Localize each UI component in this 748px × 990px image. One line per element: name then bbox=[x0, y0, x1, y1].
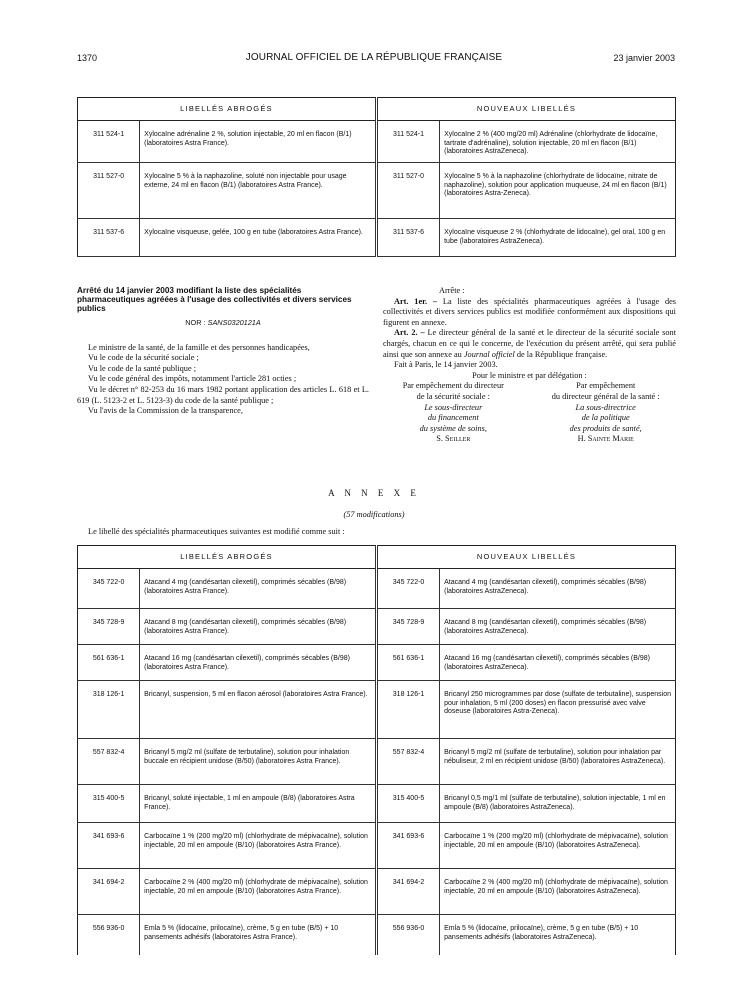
libelle-old: Bricanyl, soluté injectable, 1 ml en ampoule (B/8) (laboratoires Astra France). bbox=[140, 785, 377, 823]
signature-line: du directeur général de la santé : bbox=[551, 391, 660, 401]
visa-paragraph: Vu le code de la sécurité sociale ; bbox=[88, 353, 199, 363]
libelle-old: Bricanyl, suspension, 5 ml en flacon aérosol (laboratoires Astra France). bbox=[140, 681, 377, 739]
libelle-old: Carbocaïne 1 % (200 mg/20 ml) (chlorhydrate de mépivacaïne), solution injectable, 20 ml en ampoule (B/10) (laboratoires Astra France). bbox=[140, 823, 377, 869]
annexe-title: A N N E X E bbox=[328, 488, 420, 498]
table-row bbox=[78, 219, 676, 257]
libelle-old: Xylocaïne 5 % à la naphazoline, soluté non injectable pour usage externe, 24 ml en flacon (B/1) (laboratoires Astra France). bbox=[140, 163, 377, 219]
cip-code-old: 318 126-1 bbox=[78, 681, 140, 739]
cip-code-old: 345 722-0 bbox=[78, 569, 140, 609]
signature-line: du système de soins, bbox=[419, 423, 487, 433]
libelle-new: Xylocaïne visqueuse 2 % (chlorhydrate de lidocaïne), gel oral, 100 g en tube (laboratoires AstraZeneca). bbox=[440, 219, 676, 257]
nor-reference bbox=[77, 318, 369, 329]
signature-line: du financement bbox=[427, 413, 479, 423]
table-row bbox=[78, 739, 676, 785]
signature-line: des produits de santé, bbox=[569, 423, 642, 433]
article-1-text: La liste des spécialités pharmaceutiques agréées à l'usage des collectivités et divers services publics est modifiée conformément aux dispositions qui figurent en annexe. bbox=[383, 296, 677, 327]
cip-code-old: 341 694-2 bbox=[78, 869, 140, 915]
libelle-old: Atacand 8 mg (candésartan cilexetil), comprimés sécables (B/98) (laboratoires Astra France). bbox=[140, 609, 377, 645]
signature-block bbox=[383, 381, 676, 445]
libelle-new: Bricanyl 5 mg/2 ml (sulfate de terbutaline), solution pour inhalation par nébuliseur, 2 ml en récipient unidose (B/50) (laboratoires AstraZeneca). bbox=[440, 739, 676, 785]
cip-code-new: 311 527-0 bbox=[376, 163, 439, 219]
table-row bbox=[78, 609, 676, 645]
article-2-text-a: Le directeur général de la santé et le directeur de la sécurité sociale sont chargés, chacun en ce qui le concerne, de l'exécution du présent arrêté, qui sera publié ainsi que son annexe au bbox=[383, 328, 676, 359]
nor-code: SANS0320121A bbox=[207, 318, 261, 327]
cip-code-old: 315 400-5 bbox=[78, 785, 140, 823]
libelle-new: Carbocaïne 2 % (400 mg/20 ml) (chlorhydrate de mépivacaïne), solution injectable, 20 ml en ampoule (B/10) (laboratoires AstraZeneca). bbox=[440, 869, 676, 915]
column-header-abroges: LIBELLÉS ABROGÉS bbox=[78, 98, 377, 121]
libelle-new: Atacand 16 mg (candésartan cilexetil), comprimés sécables (B/98) (laboratoires AstraZeneca). bbox=[440, 645, 676, 681]
cip-code-new: 557 832-4 bbox=[376, 739, 439, 785]
visa-paragraph: Vu le code général des impôts, notamment l'article 281 octies ; bbox=[88, 374, 297, 384]
arrete-title: Arrêté du 14 janvier 2003 modifiant la liste des spécialités pharmaceutiques agréées à l'usage des collectivités et divers services publics bbox=[77, 286, 352, 313]
libelle-old: Xylocaïne adrénaline 2 %, solution injectable, 20 ml en flacon (B/1) (laboratoires Astra France). bbox=[140, 121, 377, 163]
signature-right bbox=[535, 381, 676, 445]
arrete-right-column bbox=[383, 286, 676, 445]
signature-line: Par empêchement bbox=[576, 381, 636, 391]
signature-line: La sous-directrice bbox=[575, 402, 636, 412]
cip-code-old: 341 693-6 bbox=[78, 823, 140, 869]
cip-code-new: 311 537-6 bbox=[376, 219, 439, 257]
pour-le-ministre: Pour le ministre et par délégation : bbox=[472, 370, 587, 380]
signatory-name: H. Sainte Marie bbox=[577, 434, 634, 444]
libelle-new: Xylocaïne 2 % (400 mg/20 ml) Adrénaline (chlorhydrate de lidocaïne, tartrate d'adrénaline), solution injectable, 20 ml en flacon (B/1) (laboratoires AstraZeneca). bbox=[440, 121, 676, 163]
table-row bbox=[78, 869, 676, 915]
article-1-label: Art. 1er. – bbox=[394, 296, 438, 306]
cip-code-old: 311 524-1 bbox=[78, 121, 140, 163]
visa-paragraph: Vu l'avis de la Commission de la transparence, bbox=[88, 406, 243, 416]
libelle-new: Xylocaïne 5 % à la naphazoline (chlorhydrate de lidocaïne, nitrate de naphazoline), solution pour application muqueuse, 24 ml en flacon (B/1) (laboratoires Astra-Zeneca). bbox=[440, 163, 676, 219]
table-row bbox=[78, 785, 676, 823]
annexe-modifications-count: (57 modifications) bbox=[343, 510, 405, 519]
table-row bbox=[78, 681, 676, 739]
cip-code-new: 561 636-1 bbox=[376, 645, 439, 681]
libelles-table-1 bbox=[77, 97, 676, 257]
libelle-old: Atacand 16 mg (candésartan cilexetil), comprimés sécables (B/98) (laboratoires Astra France). bbox=[140, 645, 377, 681]
column-header-nouveaux: NOUVEAUX LIBELLÉS bbox=[376, 546, 675, 569]
libelle-new: Emla 5 % (lidocaïne, prilocaïne), crème, 5 g en tube (B/5) + 10 pansements adhésifs (laboratoires AstraZeneca). bbox=[444, 925, 639, 941]
journal-officiel-ref: Journal officiel bbox=[463, 349, 515, 359]
column-header-nouveaux: NOUVEAUX LIBELLÉS bbox=[376, 98, 675, 121]
visa-paragraph: Vu le décret n° 82-253 du 16 mars 1982 portant application des articles L. 618 et L. 619 (L. 5123-2 et L. 5123-3) du code de la santé publique ; bbox=[77, 384, 369, 405]
libelle-old: Carbocaïne 2 % (400 mg/20 ml) (chlorhydrate de mépivacaïne), solution injectable, 20 ml en ampoule (B/10) (laboratoires Astra France). bbox=[140, 869, 377, 915]
cip-code-old: 561 636-1 bbox=[78, 645, 140, 681]
libelle-new: Atacand 8 mg (candésartan cilexetil), comprimés sécables (B/98) (laboratoires AstraZeneca). bbox=[440, 609, 676, 645]
cip-code-new: 341 693-6 bbox=[376, 823, 439, 869]
libelle-old: Atacand 4 mg (candésartan cilexetil), comprimés sécables (B/98) (laboratoires Astra France). bbox=[140, 569, 377, 609]
libelle-new: Bricanyl 250 microgrammes par dose (sulfate de terbutaline), suspension pour inhalation, 5 ml (200 doses) en flacon pressurisé avec valve doseuse (laboratoires Astra-Zeneca). bbox=[440, 681, 676, 739]
libelle-old: Emla 5 % (lidocaïne, prilocaïne), crème, 5 g en tube (B/5) + 10 pansements adhésifs (laboratoires Astra France). bbox=[140, 915, 377, 955]
libelle-old: Bricanyl 5 mg/2 ml (sulfate de terbutaline), solution pour inhalation buccale en récipient unidose (B/50) (laboratoires Astra France). bbox=[140, 739, 377, 785]
arrete-left-column bbox=[77, 286, 369, 417]
column-header-abroges: LIBELLÉS ABROGÉS bbox=[78, 546, 377, 569]
cip-code-old: 557 832-4 bbox=[78, 739, 140, 785]
table-row bbox=[78, 569, 676, 609]
signature-line: de la sécurité sociale : bbox=[416, 391, 490, 401]
cip-code-new: 556 936-0 bbox=[376, 915, 439, 955]
table-row bbox=[78, 163, 676, 219]
table-row bbox=[78, 915, 676, 955]
article-2-text-b: de la République française. bbox=[516, 349, 608, 359]
page-number: 1370 bbox=[77, 53, 98, 63]
cip-code-new: 341 694-2 bbox=[376, 869, 439, 915]
cip-code-new: 345 728-9 bbox=[376, 609, 439, 645]
arrete-word: Arrête : bbox=[439, 286, 465, 295]
cip-code-new: 318 126-1 bbox=[376, 681, 439, 739]
cip-code-new: 345 722-0 bbox=[376, 569, 439, 609]
libelles-table-2 bbox=[77, 545, 676, 955]
signature-line: de la politique bbox=[581, 413, 630, 423]
libelle-new: Bricanyl 0,5 mg/1 ml (sulfate de terbutaline), solution injectable, 1 ml en ampoule (B/8) (laboratoires AstraZeneca). bbox=[440, 785, 676, 823]
libelle-new: Carbocaïne 1 % (200 mg/20 ml) (chlorhydrate de mépivacaïne), solution injectable, 20 ml en ampoule (B/10) (laboratoires AstraZeneca). bbox=[440, 823, 676, 869]
article-2-label: Art. 2. – bbox=[394, 328, 425, 338]
nor-label: NOR : bbox=[185, 318, 206, 327]
visa-paragraph: Vu le code de la santé publique ; bbox=[88, 363, 197, 373]
cip-code-new: 315 400-5 bbox=[376, 785, 439, 823]
table-row bbox=[78, 823, 676, 869]
fait-a-paris: Fait à Paris, le 14 janvier 2003. bbox=[394, 360, 498, 370]
cip-code-old: 311 527-0 bbox=[78, 163, 140, 219]
cip-code-old: 311 537-6 bbox=[78, 219, 140, 257]
article-1 bbox=[383, 297, 676, 329]
signature-left bbox=[383, 381, 524, 445]
signature-line: Par empêchement du directeur bbox=[402, 381, 504, 391]
cip-code-old: 556 936-0 bbox=[78, 915, 140, 955]
signatory-name: S. Seiller bbox=[436, 434, 471, 444]
visa-paragraph: Le ministre de la santé, de la famille et des personnes handicapées, bbox=[88, 342, 310, 352]
cip-code-old: 345 728-9 bbox=[78, 609, 140, 645]
table-row bbox=[78, 645, 676, 681]
cip-code-new: 311 524-1 bbox=[376, 121, 439, 163]
libelle-new: Atacand 4 mg (candésartan cilexetil), comprimés sécables (B/98) (laboratoires AstraZeneca). bbox=[440, 569, 676, 609]
libelle-old: Xylocaïne visqueuse, gelée, 100 g en tube (laboratoires Astra France). bbox=[140, 219, 377, 257]
table-row bbox=[78, 121, 676, 163]
signature-line: Le sous-directeur bbox=[424, 402, 483, 412]
article-2 bbox=[383, 328, 676, 360]
annexe-intro: Le libellé des spécialités pharmaceutiques suivantes est modifié comme suit : bbox=[88, 527, 345, 536]
issue-date: 23 janvier 2003 bbox=[613, 53, 675, 63]
journal-title: JOURNAL OFFICIEL DE LA RÉPUBLIQUE FRANÇAISE bbox=[245, 52, 503, 63]
